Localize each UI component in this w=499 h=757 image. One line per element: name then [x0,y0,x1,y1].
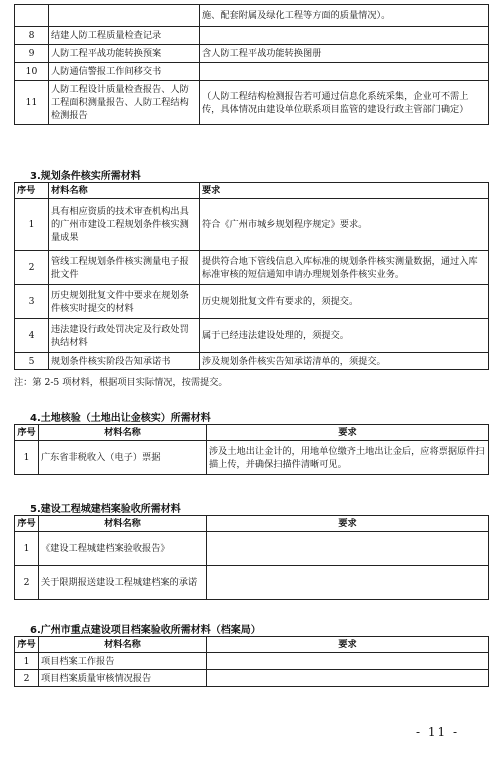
row-number [15,5,49,27]
row-number: 11 [15,81,49,125]
requirement [207,670,489,687]
row-number: 2 [15,251,49,285]
requirement: 历史规划批复文件有要求的，须提交。 [200,285,489,319]
header-number: 序号 [15,516,39,532]
section3-note: 注：第 2-5 项材料，根据项目实际情况，按需提交。 [14,377,228,388]
table-row [15,81,489,125]
header-requirement: 要求 [207,425,489,441]
section6-table [14,636,489,687]
requirement [200,63,489,81]
section-title: 5.建设工程城建档案验收所需材料 [30,504,181,515]
table-row [15,653,489,670]
row-number: 8 [15,27,49,45]
section-title: 4.土地核验（土地出让金核实）所需材料 [30,413,211,424]
row-number: 3 [15,285,49,319]
material-name: 结建人防工程质量检查记录 [49,27,200,45]
table-row [15,63,489,81]
material-name: 管线工程规划条件核实测量电子报批文件 [49,251,200,285]
header-name: 材料名称 [39,516,207,532]
table-header-row [15,183,489,199]
section3-table [14,182,489,370]
requirement: 符合《广州市城乡规划程序规定》要求。 [200,199,489,251]
table-row [15,5,489,27]
row-number: 1 [15,441,39,475]
material-name: 规划条件核实阶段告知承诺书 [49,353,200,370]
table-header-row [15,425,489,441]
row-number: 4 [15,319,49,353]
material-name [49,5,200,27]
header-number: 序号 [15,425,39,441]
row-number: 1 [15,532,39,566]
header-number: 序号 [15,183,49,199]
section-title: 6.广州市重点建设项目档案验收所需材料（档案局） [30,625,261,636]
row-number: 1 [15,653,39,670]
material-name: 关于限期报送建设工程城建档案的承诺 [39,566,207,600]
header-requirement: 要求 [200,183,489,199]
requirement [207,532,489,566]
section5-table [14,515,489,600]
material-name: 具有相应资质的技术审查机构出具的广州市建设工程规划条件核实测量成果 [49,199,200,251]
header-number: 序号 [15,637,39,653]
material-name: 人防工程设计质量检查报告、人防工程面积测量报告、人防工程结构检测报告 [49,81,200,125]
row-number: 9 [15,45,49,63]
requirement: 含人防工程平战功能转换图册 [200,45,489,63]
table-row [15,319,489,353]
table-row [15,670,489,687]
material-name: 项目档案工作报告 [39,653,207,670]
header-name: 材料名称 [49,183,200,199]
material-name: 项目档案质量审核情况报告 [39,670,207,687]
header-name: 材料名称 [39,425,207,441]
table-row [15,27,489,45]
material-name: 历史规划批复文件中要求在规划条件核实时提交的材料 [49,285,200,319]
row-number: 1 [15,199,49,251]
requirement: （人防工程结构检测报告若可通过信息化系统采集，企业可不需上传，具体情况由建设单位联系项目监管的建设行政主管部门确定） [200,81,489,125]
section-title: 3.规划条件核实所需材料 [30,171,141,182]
requirement: 涉及土地出让金计的，用地单位缴齐土地出让金后，应将票据原件扫描上传，并确保扫描件清晰可见。 [207,441,489,475]
header-name: 材料名称 [39,637,207,653]
row-number: 5 [15,353,49,370]
table-row [15,45,489,63]
header-requirement: 要求 [207,516,489,532]
table-row [15,441,489,475]
material-name: 广东省非税收入（电子）票据 [39,441,207,475]
material-name: 人防通信警报工作间移交书 [49,63,200,81]
table-row [15,353,489,370]
material-name: 违法建设行政处罚决定及行政处罚执结材料 [49,319,200,353]
requirement [207,653,489,670]
row-number: 2 [15,670,39,687]
table-row [15,532,489,566]
row-number: 10 [15,63,49,81]
table-header-row [15,637,489,653]
requirement: 提供符合地下管线信息入库标准的规划条件核实测量数据，通过入库标准审核的短信通知申请办理规划条件核实业务。 [200,251,489,285]
row-number: 2 [15,566,39,600]
top-table [14,4,489,125]
table-header-row [15,516,489,532]
requirement [207,566,489,600]
requirement: 涉及规划条件核实告知承诺清单的，须提交。 [200,353,489,370]
requirement: 施、配套附属及绿化工程等方面的质量情况）。 [200,5,489,27]
table-row [15,285,489,319]
requirement: 属于已经违法建设处理的，须提交。 [200,319,489,353]
table-row [15,199,489,251]
table-row [15,566,489,600]
table-row [15,251,489,285]
section4-table [14,424,489,475]
header-requirement: 要求 [207,637,489,653]
requirement [200,27,489,45]
material-name: 《建设工程城建档案验收报告》 [39,532,207,566]
material-name: 人防工程平战功能转换预案 [49,45,200,63]
page-number: - 11 - [415,725,459,739]
